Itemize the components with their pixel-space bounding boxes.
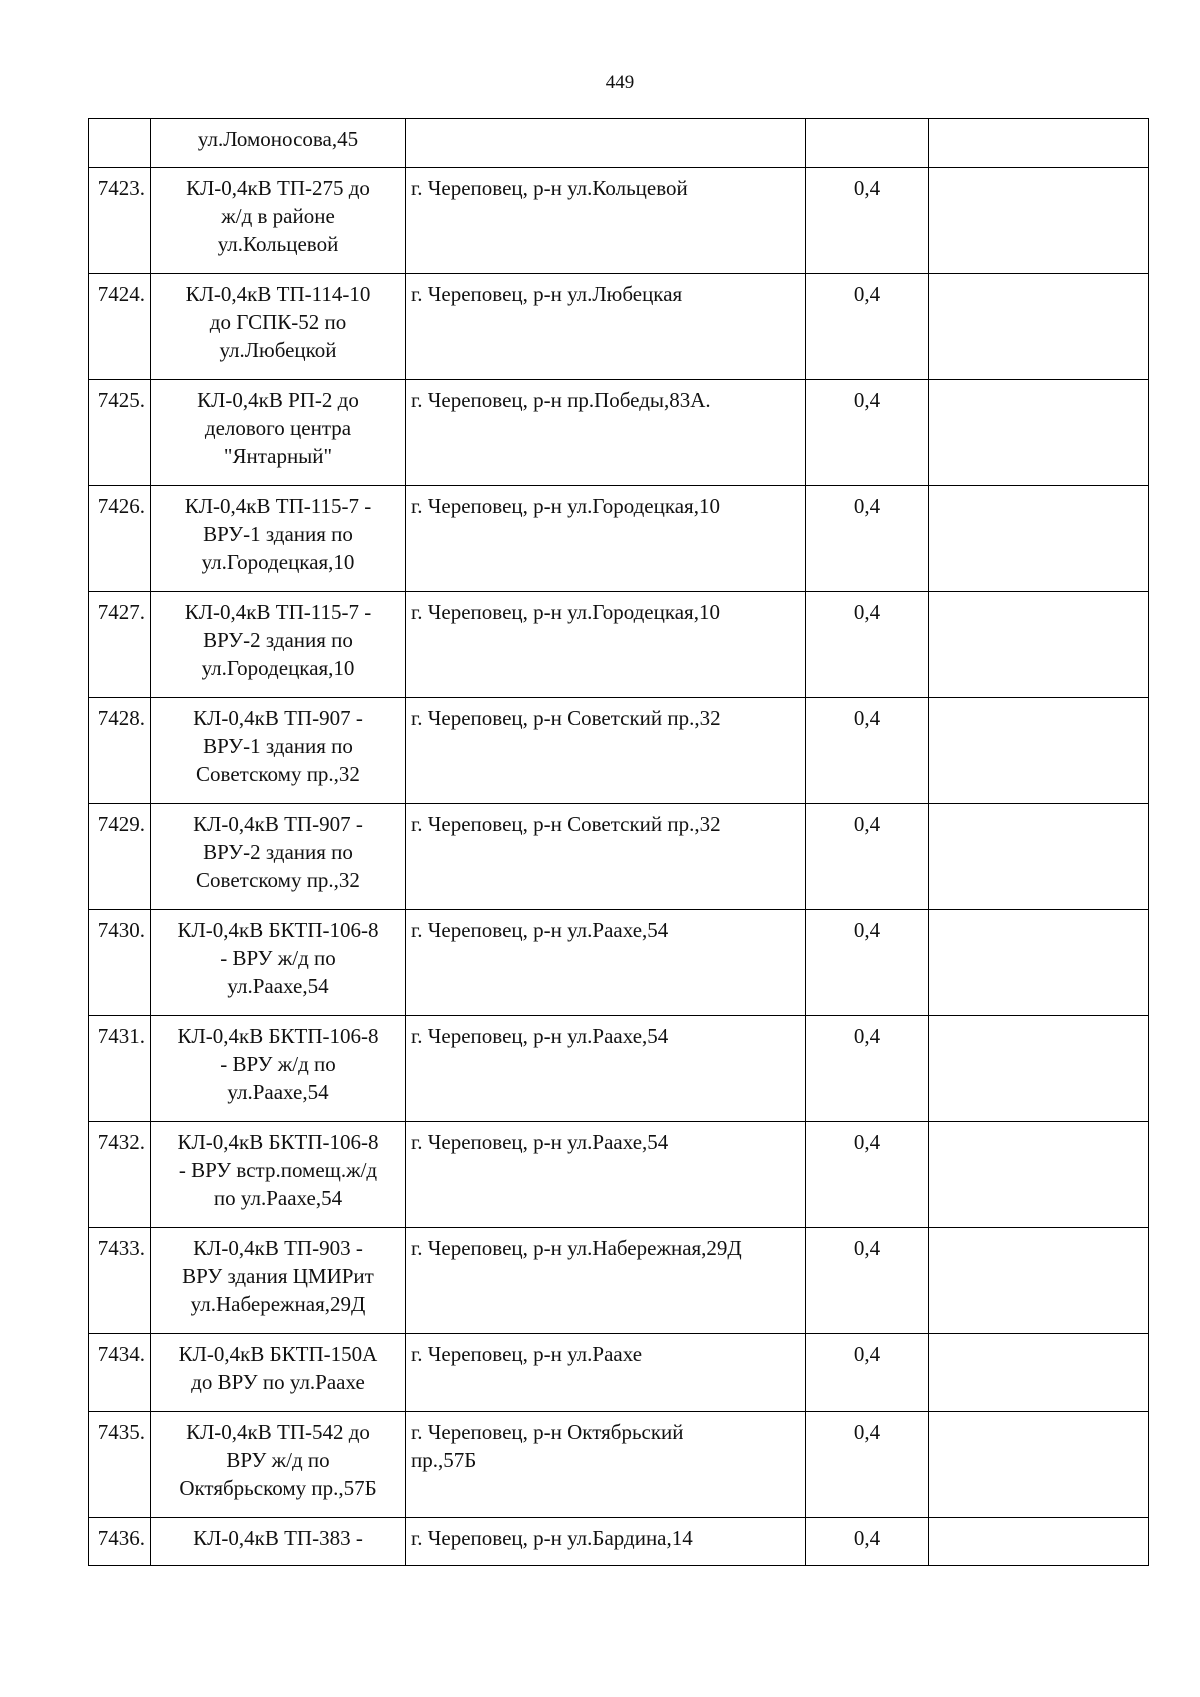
voltage-cell: 0,4 <box>806 486 929 592</box>
object-name-cell <box>151 804 406 910</box>
row-number-cell: 7435. <box>89 1412 151 1518</box>
address-cell <box>406 486 806 592</box>
address-line: г. Череповец, р-н ул.Любецкая <box>411 282 683 306</box>
extra-cell <box>929 1412 1149 1518</box>
object-name-line: ВРУ-1 здания по <box>203 734 353 758</box>
address-line: г. Череповец, р-н ул.Городецкая,10 <box>411 600 720 624</box>
extra-cell <box>929 486 1149 592</box>
row-number-cell: 7428. <box>89 698 151 804</box>
table-row <box>89 1412 1149 1518</box>
object-name-line: ул.Раахе,54 <box>227 1080 329 1104</box>
object-name-line: ВРУ-2 здания по <box>203 840 353 864</box>
object-name-line: КЛ-0,4кВ БКТП-106-8 <box>177 1130 379 1154</box>
address-cell <box>406 1122 806 1228</box>
object-name-line: до ВРУ по ул.Раахе <box>191 1370 365 1394</box>
voltage-cell <box>806 119 929 168</box>
object-name-line: КЛ-0,4кВ ТП-275 до <box>186 176 370 200</box>
row-number-cell: 7423. <box>89 168 151 274</box>
voltage-cell: 0,4 <box>806 1334 929 1412</box>
address-cell <box>406 804 806 910</box>
object-name-line: ул.Городецкая,10 <box>201 656 355 680</box>
object-name-line: КЛ-0,4кВ БКТП-106-8 <box>177 918 379 942</box>
table-row <box>89 1016 1149 1122</box>
object-name-line: КЛ-0,4кВ ТП-907 - <box>193 812 363 836</box>
extra-cell <box>929 119 1149 168</box>
row-number-cell: 7430. <box>89 910 151 1016</box>
address-cell <box>406 119 806 168</box>
extra-cell <box>929 1016 1149 1122</box>
table-row <box>89 1228 1149 1334</box>
object-name-line: ВРУ ж/д по <box>226 1448 330 1472</box>
row-number-cell: 7436. <box>89 1518 151 1566</box>
voltage-cell: 0,4 <box>806 910 929 1016</box>
address-cell <box>406 274 806 380</box>
table-row <box>89 1122 1149 1228</box>
row-number-cell: 7426. <box>89 486 151 592</box>
object-name-line: Советскому пр.,32 <box>196 762 360 786</box>
object-name-cell <box>151 1334 406 1412</box>
voltage-cell: 0,4 <box>806 698 929 804</box>
address-cell <box>406 592 806 698</box>
object-name-line: КЛ-0,4кВ ТП-903 - <box>193 1236 363 1260</box>
object-name-line: - ВРУ ж/д по <box>220 1052 336 1076</box>
object-name-line: КЛ-0,4кВ ТП-542 до <box>186 1420 370 1444</box>
address-cell <box>406 380 806 486</box>
extra-cell <box>929 380 1149 486</box>
extra-cell <box>929 910 1149 1016</box>
object-name-line: КЛ-0,4кВ РП-2 до <box>197 388 359 412</box>
table-row <box>89 1518 1149 1566</box>
object-name-line: ул.Любецкой <box>219 338 337 362</box>
object-name-line: "Янтарный" <box>223 444 333 468</box>
address-line: г. Череповец, р-н ул.Раахе,54 <box>411 1130 669 1154</box>
object-name-line: ВРУ-1 здания по <box>203 522 353 546</box>
extra-cell <box>929 804 1149 910</box>
address-line: г. Череповец, р-н ул.Раахе,54 <box>411 918 669 942</box>
object-name-line: - ВРУ встр.помещ.ж/д <box>178 1158 378 1182</box>
object-name-line: ВРУ здания ЦМИРит <box>182 1264 374 1288</box>
page-number: 449 <box>605 72 635 93</box>
voltage-cell: 0,4 <box>806 592 929 698</box>
object-name-line: КЛ-0,4кВ ТП-115-7 - <box>184 494 372 518</box>
extra-cell <box>929 274 1149 380</box>
object-name-cell <box>151 698 406 804</box>
object-name-cell <box>151 119 406 168</box>
address-line: г. Череповец, р-н ул.Городецкая,10 <box>411 494 720 518</box>
voltage-cell: 0,4 <box>806 1016 929 1122</box>
table-row <box>89 274 1149 380</box>
table-row <box>89 910 1149 1016</box>
object-name-line: до ГСПК-52 по <box>209 310 347 334</box>
object-name-cell <box>151 380 406 486</box>
object-name-cell <box>151 910 406 1016</box>
voltage-cell: 0,4 <box>806 1122 929 1228</box>
address-cell <box>406 1518 806 1566</box>
address-cell <box>406 1016 806 1122</box>
address-cell <box>406 698 806 804</box>
address-line: г. Череповец, р-н Октябрьский <box>411 1420 684 1444</box>
object-name-line: ул.Набережная,29Д <box>190 1292 366 1316</box>
address-line: г. Череповец, р-н Советский пр.,32 <box>411 812 721 836</box>
address-cell <box>406 168 806 274</box>
voltage-cell: 0,4 <box>806 380 929 486</box>
table-row <box>89 168 1149 274</box>
row-number-cell: 7432. <box>89 1122 151 1228</box>
object-name-cell <box>151 168 406 274</box>
object-name-cell <box>151 274 406 380</box>
row-number-cell <box>89 119 151 168</box>
object-name-line: по ул.Раахе,54 <box>213 1186 343 1210</box>
table-row <box>89 486 1149 592</box>
extra-cell <box>929 1518 1149 1566</box>
address-line: пр.,57Б <box>411 1448 477 1472</box>
object-name-line: делового центра <box>204 416 352 440</box>
object-name-line: Советскому пр.,32 <box>196 868 360 892</box>
extra-cell <box>929 1228 1149 1334</box>
row-number-cell: 7434. <box>89 1334 151 1412</box>
object-name-line: ул.Ломоносова,45 <box>197 127 359 151</box>
object-name-line: КЛ-0,4кВ ТП-383 - <box>193 1526 363 1550</box>
address-cell <box>406 1228 806 1334</box>
registry-table <box>88 118 1149 1566</box>
extra-cell <box>929 592 1149 698</box>
object-name-line: ул.Раахе,54 <box>227 974 329 998</box>
voltage-cell: 0,4 <box>806 168 929 274</box>
address-line: г. Череповец, р-н ул.Кольцевой <box>411 176 688 200</box>
object-name-line: - ВРУ ж/д по <box>220 946 336 970</box>
address-cell <box>406 910 806 1016</box>
table-row <box>89 804 1149 910</box>
object-name-line: КЛ-0,4кВ ТП-114-10 <box>185 282 371 306</box>
voltage-cell: 0,4 <box>806 274 929 380</box>
table-row <box>89 1334 1149 1412</box>
object-name-line: КЛ-0,4кВ БКТП-106-8 <box>177 1024 379 1048</box>
object-name-line: КЛ-0,4кВ БКТП-150А <box>178 1342 378 1366</box>
table-row <box>89 592 1149 698</box>
row-number-cell: 7429. <box>89 804 151 910</box>
table-row <box>89 698 1149 804</box>
row-number-cell: 7424. <box>89 274 151 380</box>
object-name-line: ВРУ-2 здания по <box>203 628 353 652</box>
row-number-cell: 7425. <box>89 380 151 486</box>
address-line: г. Череповец, р-н ул.Раахе <box>411 1342 643 1366</box>
voltage-cell: 0,4 <box>806 1412 929 1518</box>
object-name-line: ул.Кольцевой <box>217 232 339 256</box>
address-line: г. Череповец, р-н ул.Набережная,29Д <box>411 1236 742 1260</box>
voltage-cell: 0,4 <box>806 1228 929 1334</box>
object-name-cell <box>151 1016 406 1122</box>
object-name-line: КЛ-0,4кВ ТП-907 - <box>193 706 363 730</box>
object-name-cell <box>151 1228 406 1334</box>
object-name-line: ул.Городецкая,10 <box>201 550 355 574</box>
object-name-cell <box>151 1412 406 1518</box>
extra-cell <box>929 698 1149 804</box>
object-name-cell <box>151 592 406 698</box>
object-name-cell <box>151 486 406 592</box>
object-name-cell <box>151 1122 406 1228</box>
address-cell <box>406 1412 806 1518</box>
extra-cell <box>929 1334 1149 1412</box>
row-number-cell: 7433. <box>89 1228 151 1334</box>
table-row-continuation <box>89 119 1149 168</box>
object-name-cell <box>151 1518 406 1566</box>
address-cell <box>406 1334 806 1412</box>
object-name-line: Октябрьскому пр.,57Б <box>179 1476 377 1500</box>
address-line: г. Череповец, р-н ул.Раахе,54 <box>411 1024 669 1048</box>
object-name-line: КЛ-0,4кВ ТП-115-7 - <box>184 600 372 624</box>
extra-cell <box>929 168 1149 274</box>
row-number-cell: 7427. <box>89 592 151 698</box>
row-number-cell: 7431. <box>89 1016 151 1122</box>
registry-table-body <box>89 119 1149 1566</box>
address-line: г. Череповец, р-н ул.Бардина,14 <box>411 1526 693 1550</box>
table-row <box>89 380 1149 486</box>
object-name-line: ж/д в районе <box>221 204 335 228</box>
address-line: г. Череповец, р-н Советский пр.,32 <box>411 706 721 730</box>
voltage-cell: 0,4 <box>806 804 929 910</box>
voltage-cell: 0,4 <box>806 1518 929 1566</box>
address-line: г. Череповец, р-н пр.Победы,83А. <box>411 388 711 412</box>
extra-cell <box>929 1122 1149 1228</box>
